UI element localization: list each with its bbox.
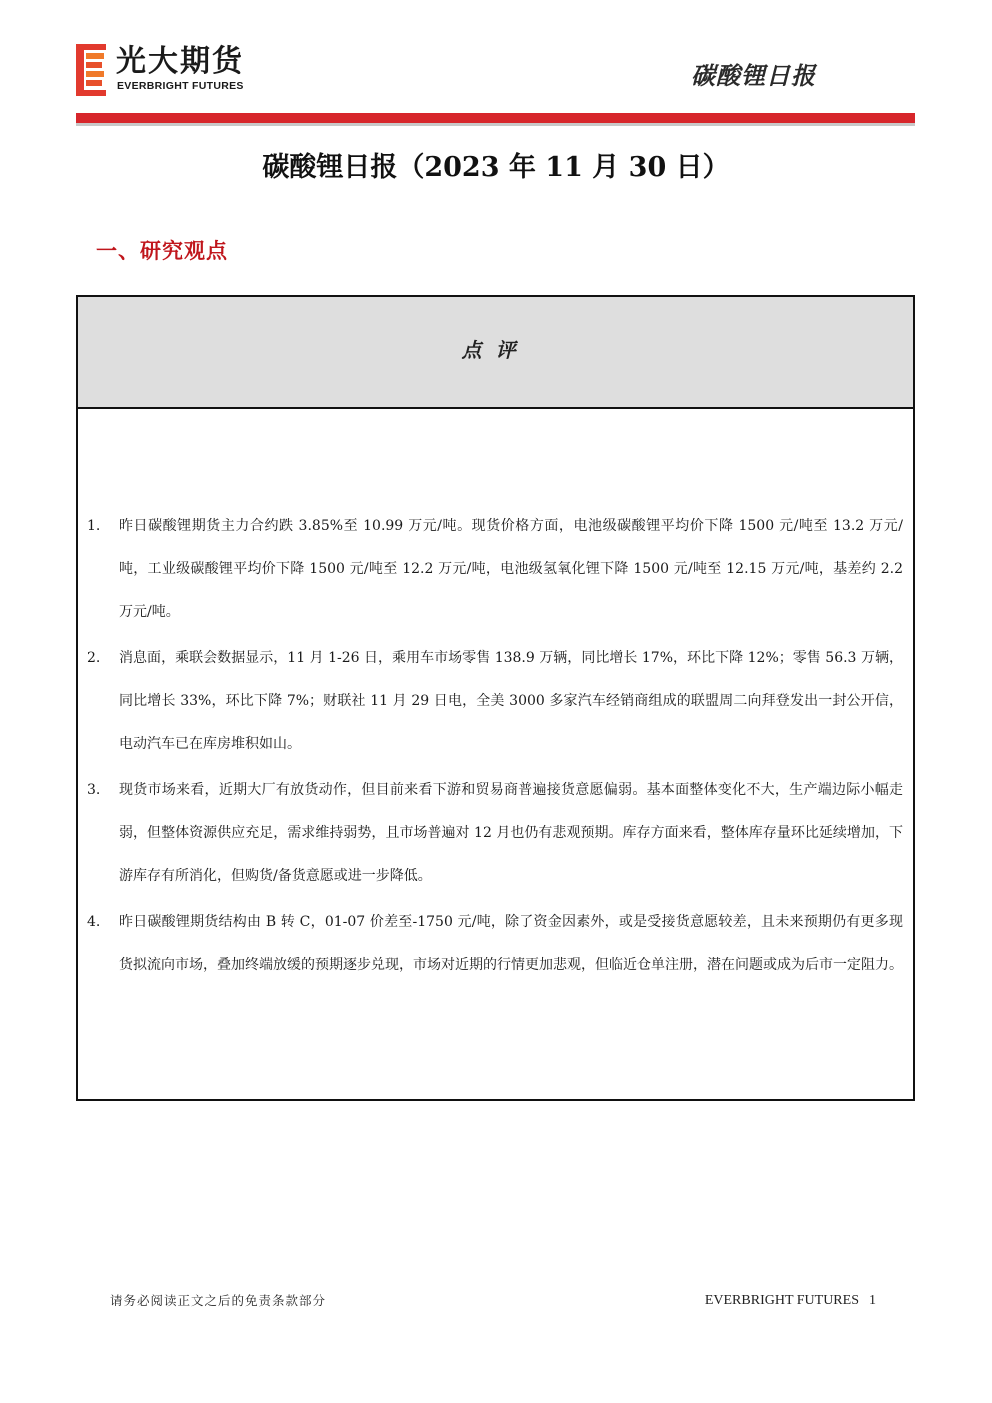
page-number: 1 [869, 1293, 876, 1308]
item-number: 3. [87, 782, 101, 798]
comment-box-title: 点评 [461, 338, 530, 362]
comment-item [78, 637, 913, 766]
item-text: 现货市场来看，近期大厂有放货动作，但目前来看下游和贸易商普遍接货意愿偏弱。基本面整体变化不大，生产端边际小幅走弱，但整体资源供应充足，需求维持弱势，且市场普遍对 12 月也仍有悲观预期。库存方面来看，整体库存量环比延续增加，下游库存有所消化，但购货/备货意愿或进一步降低。 [119, 782, 903, 884]
comment-list [78, 505, 913, 990]
comment-item [78, 901, 913, 987]
item-text: 消息面，乘联会数据显示，11 月 1-26 日，乘用车市场零售 138.9 万辆，同比增长 17%，环比下降 12%；零售 56.3 万辆，同比增长 33%，环比下降 7%；财联社 11 月 29 日电，全美 3000 多家汽车经销商组成的联盟周二向拜登发出一封公开信，电动汽车已在库房堆积如山。 [119, 650, 903, 752]
brand-name-en: EVERBRIGHT FUTURES [117, 80, 244, 92]
brand-name-cn: 光大期货 [116, 44, 244, 79]
footer-brand: EVERBRIGHT FUTURES [704, 1293, 859, 1308]
item-number: 1. [87, 518, 101, 534]
footer-brand-block [705, 1292, 876, 1310]
report-name: 碳酸锂日报 [691, 62, 816, 90]
everbright-logo-icon [76, 44, 106, 96]
item-text: 昨日碳酸锂期货结构由 B 转 C，01-07 价差至-1750 元/吨，除了资金因素外，或是受接货意愿较差，且未来预期仍有更多现货拟流向市场，叠加终端放缓的预期逐步兑现，市场对近期的行情更加悲观，但临近仓单注册，潜在问题或成为后市一定阻力。 [119, 914, 903, 973]
section-heading: 一、研究观点 [96, 239, 228, 263]
item-number: 4. [87, 914, 101, 930]
item-text: 昨日碳酸锂期货主力合约跌 3.85%至 10.99 万元/吨。现货价格方面，电池级碳酸锂平均价下降 1500 元/吨至 13.2 万元/吨，工业级碳酸锂平均价下降 1500 元/吨至 12.2 万元/吨，电池级氢氧化锂下降 1500 元/吨至 12.15 万元/吨，基差约 2.2 万元/吨。 [119, 518, 903, 620]
footer-disclaimer: 请务必阅读正文之后的免责条款部分 [110, 1293, 327, 1308]
comment-box [76, 295, 915, 1101]
header-divider [76, 113, 915, 126]
company-logo [76, 44, 286, 96]
comment-item [78, 769, 913, 898]
comment-item [78, 505, 913, 634]
document-title: 碳酸锂日报（2023 年 11 月 30 日） [262, 152, 730, 183]
comment-box-header [78, 297, 913, 409]
item-number: 2. [87, 650, 101, 666]
